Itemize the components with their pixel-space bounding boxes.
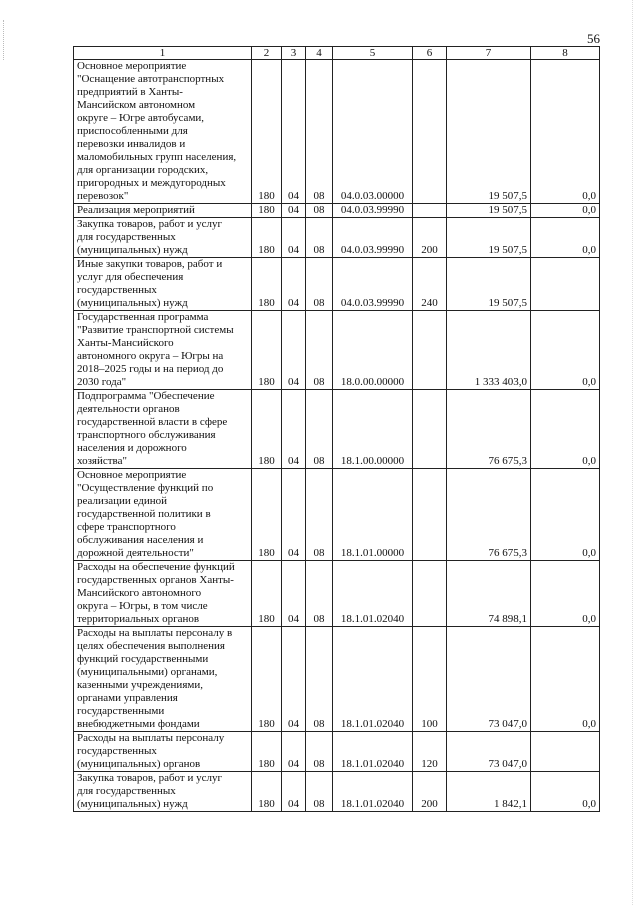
column-header: 5 — [333, 47, 413, 60]
amount-cell: 19 507,5 — [447, 60, 531, 204]
section-code-cell: 04 — [282, 390, 306, 469]
amount-cell: 73 047,0 — [447, 627, 531, 732]
target-article-cell: 18.1.01.00000 — [333, 469, 413, 561]
column-header: 3 — [282, 47, 306, 60]
target-article-cell: 04.0.03.00000 — [333, 60, 413, 204]
subsection-code-cell: 08 — [306, 627, 333, 732]
row-name-cell: Иные закупки товаров, работ и услуг для обеспечения государственных (муниципальных) нужд — [74, 258, 252, 311]
amount-cell: 1 333 403,0 — [447, 311, 531, 390]
amount-change-cell: 0,0 — [531, 218, 600, 258]
target-article-cell: 04.0.03.99990 — [333, 204, 413, 218]
expense-type-cell: 200 — [413, 772, 447, 812]
row-name-cell: Основное мероприятие "Оснащение автотранспортных предприятий в Ханты- Мансийском автономном округе – Югре автобусами, приспособленными для перевозки инвалидов и маломобильных групп населения, для организации городских, пригородных и междугородных перевозок" — [74, 60, 252, 204]
page-number: 56 — [587, 31, 600, 46]
amount-change-cell: 0,0 — [531, 627, 600, 732]
amount-cell: 76 675,3 — [447, 390, 531, 469]
amount-cell: 76 675,3 — [447, 469, 531, 561]
expense-type-cell: 240 — [413, 258, 447, 311]
table-row — [74, 469, 600, 561]
section-code-cell: 04 — [282, 204, 306, 218]
amount-cell: 19 507,5 — [447, 258, 531, 311]
target-article-cell: 18.1.00.00000 — [333, 390, 413, 469]
admin-code-cell: 180 — [252, 311, 282, 390]
table-row — [74, 60, 600, 204]
target-article-cell: 18.1.01.02040 — [333, 732, 413, 772]
target-article-cell: 18.1.01.02040 — [333, 772, 413, 812]
column-header: 6 — [413, 47, 447, 60]
admin-code-cell: 180 — [252, 258, 282, 311]
section-code-cell: 04 — [282, 561, 306, 627]
amount-change-cell: 0,0 — [531, 469, 600, 561]
expense-type-cell — [413, 311, 447, 390]
section-code-cell: 04 — [282, 311, 306, 390]
row-name-cell: Расходы на выплаты персоналу государственных (муниципальных) органов — [74, 732, 252, 772]
admin-code-cell: 180 — [252, 561, 282, 627]
row-name-cell: Реализация мероприятий — [74, 204, 252, 218]
expense-type-cell — [413, 561, 447, 627]
expense-type-cell: 200 — [413, 218, 447, 258]
table-row — [74, 258, 600, 311]
column-header: 1 — [74, 47, 252, 60]
amount-cell: 73 047,0 — [447, 732, 531, 772]
scan-edge-mark — [3, 20, 5, 60]
expense-type-cell: 100 — [413, 627, 447, 732]
admin-code-cell: 180 — [252, 732, 282, 772]
row-name-cell: Закупка товаров, работ и услуг для государственных (муниципальных) нужд — [74, 218, 252, 258]
target-article-cell: 18.0.00.00000 — [333, 311, 413, 390]
row-name-cell: Закупка товаров, работ и услуг для государственных (муниципальных) нужд — [74, 772, 252, 812]
section-code-cell: 04 — [282, 772, 306, 812]
table-row — [74, 218, 600, 258]
amount-change-cell: 0,0 — [531, 772, 600, 812]
subsection-code-cell: 08 — [306, 772, 333, 812]
expense-type-cell — [413, 390, 447, 469]
amount-cell: 19 507,5 — [447, 204, 531, 218]
section-code-cell: 04 — [282, 469, 306, 561]
subsection-code-cell: 08 — [306, 469, 333, 561]
target-article-cell: 04.0.03.99990 — [333, 258, 413, 311]
amount-cell: 19 507,5 — [447, 218, 531, 258]
expense-type-cell: 120 — [413, 732, 447, 772]
amount-cell: 1 842,1 — [447, 772, 531, 812]
subsection-code-cell: 08 — [306, 390, 333, 469]
admin-code-cell: 180 — [252, 390, 282, 469]
column-header: 7 — [447, 47, 531, 60]
row-name-cell: Расходы на выплаты персоналу в целях обеспечения выполнения функций государственными (муниципальными) органами, казенными учреждениями, органами управления государственными внебюджетными фондами — [74, 627, 252, 732]
column-number-row — [74, 47, 600, 60]
table-row — [74, 390, 600, 469]
amount-change-cell: 0,0 — [531, 60, 600, 204]
section-code-cell: 04 — [282, 627, 306, 732]
admin-code-cell: 180 — [252, 218, 282, 258]
subsection-code-cell: 08 — [306, 258, 333, 311]
subsection-code-cell: 08 — [306, 561, 333, 627]
amount-change-cell: 0,0 — [531, 561, 600, 627]
table-row — [74, 311, 600, 390]
expense-type-cell — [413, 204, 447, 218]
expense-type-cell — [413, 469, 447, 561]
admin-code-cell: 180 — [252, 469, 282, 561]
admin-code-cell: 180 — [252, 772, 282, 812]
column-header: 2 — [252, 47, 282, 60]
subsection-code-cell: 08 — [306, 60, 333, 204]
section-code-cell: 04 — [282, 218, 306, 258]
section-code-cell: 04 — [282, 60, 306, 204]
target-article-cell: 18.1.01.02040 — [333, 627, 413, 732]
section-code-cell: 04 — [282, 258, 306, 311]
row-name-cell: Государственная программа "Развитие транспортной системы Ханты-Мансийского автономного округа – Югры на 2018–2025 годы и на период до 2030 года" — [74, 311, 252, 390]
expense-type-cell — [413, 60, 447, 204]
table-row — [74, 204, 600, 218]
column-header: 8 — [531, 47, 600, 60]
amount-change-cell: 0,0 — [531, 204, 600, 218]
section-code-cell: 04 — [282, 732, 306, 772]
scan-edge-line — [632, 0, 634, 905]
subsection-code-cell: 08 — [306, 311, 333, 390]
column-header: 4 — [306, 47, 333, 60]
admin-code-cell: 180 — [252, 627, 282, 732]
amount-change-cell: 0,0 — [531, 390, 600, 469]
subsection-code-cell: 08 — [306, 218, 333, 258]
row-name-cell: Подпрограмма "Обеспечение деятельности органов государственной власти в сфере транспортного обслуживания населения и дорожного хозяйства" — [74, 390, 252, 469]
amount-change-cell — [531, 732, 600, 772]
table-row — [74, 732, 600, 772]
subsection-code-cell: 08 — [306, 204, 333, 218]
amount-change-cell: 0,0 — [531, 311, 600, 390]
amount-change-cell — [531, 258, 600, 311]
table-body — [74, 60, 600, 812]
subsection-code-cell: 08 — [306, 732, 333, 772]
admin-code-cell: 180 — [252, 60, 282, 204]
table-row — [74, 772, 600, 812]
target-article-cell: 04.0.03.99990 — [333, 218, 413, 258]
budget-table — [73, 46, 600, 812]
row-name-cell: Основное мероприятие "Осуществление функций по реализации единой государственной политики в сфере транспортного обслуживания населения и дорожной деятельности" — [74, 469, 252, 561]
row-name-cell: Расходы на обеспечение функций государственных органов Ханты- Мансийского автономного округа – Югры, в том числе территориальных органов — [74, 561, 252, 627]
target-article-cell: 18.1.01.02040 — [333, 561, 413, 627]
table-row — [74, 561, 600, 627]
admin-code-cell: 180 — [252, 204, 282, 218]
amount-cell: 74 898,1 — [447, 561, 531, 627]
table-row — [74, 627, 600, 732]
